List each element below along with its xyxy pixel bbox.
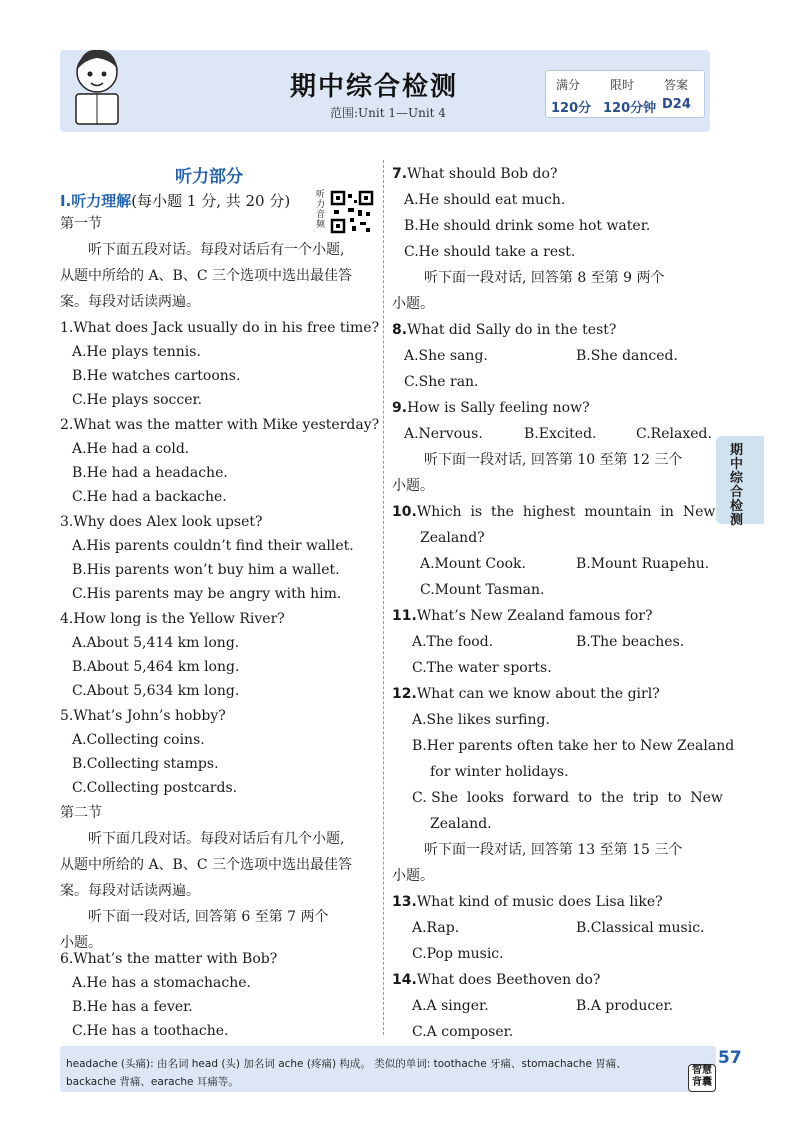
question-3: 3.Why does Alex look upset? <box>60 514 263 530</box>
option[interactable]: A.He should eat much. <box>404 192 566 208</box>
question-8 <box>392 320 616 340</box>
option[interactable]: B.He watches cartoons. <box>72 368 241 384</box>
option-cont: Zealand. <box>430 816 492 832</box>
question-10-cont: Zealand? <box>420 530 485 546</box>
instruction-8-9: 小题。 <box>392 296 434 312</box>
question-14 <box>392 970 600 990</box>
option[interactable]: B.Excited. <box>524 426 597 442</box>
question-text: What can we know about the girl? <box>416 686 660 702</box>
option[interactable]: C.Mount Tasman. <box>420 582 545 598</box>
option[interactable]: B.He had a headache. <box>72 465 228 481</box>
info-label-answer: 答案 <box>664 78 689 92</box>
section-2-instruction: 案。每段对话读两遍。 <box>60 883 200 899</box>
question-10 <box>392 502 715 522</box>
part-title-main: Ⅰ.听力理解 <box>60 192 132 210</box>
option[interactable]: B.His parents won’t buy him a wallet. <box>72 562 340 578</box>
option[interactable]: A.She likes surfing. <box>412 712 550 728</box>
page-title: 期中综合检测 <box>290 72 459 102</box>
question-4: 4.How long is the Yellow River? <box>60 611 285 627</box>
question-text: How is Sally feeling now? <box>407 400 590 416</box>
option[interactable]: B.A producer. <box>576 998 674 1014</box>
option[interactable]: B.About 5,464 km long. <box>72 659 240 675</box>
qr-code-icon[interactable] <box>330 190 374 234</box>
section-2-instruction: 听下面几段对话。每段对话后有几个小题, <box>88 831 345 847</box>
question-number: 12. <box>392 686 417 702</box>
option[interactable]: B.The beaches. <box>576 634 685 650</box>
option[interactable]: A.He had a cold. <box>72 441 190 457</box>
question-number: 8. <box>392 322 408 338</box>
page-number: 57 <box>718 1048 742 1068</box>
instruction-13-15: 小题。 <box>392 868 434 884</box>
instruction-13-15: 听下面一段对话, 回答第 13 至第 15 三个 <box>424 842 683 858</box>
section-2-instruction: 从题中所给的 A、B、C 三个选项中选出最佳答 <box>60 857 353 873</box>
option[interactable]: B.He should drink some hot water. <box>404 218 651 234</box>
info-label-score: 满分 <box>556 78 581 92</box>
option[interactable]: C.He had a backache. <box>72 489 227 505</box>
option[interactable]: A.Nervous. <box>404 426 483 442</box>
question-text: What does Beethoven do? <box>416 972 601 988</box>
option[interactable]: A.Rap. <box>412 920 460 936</box>
question-number: 10. <box>392 504 417 520</box>
footer-note-line: backache 背痛、earache 耳痛等。 <box>66 1076 239 1088</box>
info-label-time: 限时 <box>610 78 635 92</box>
question-text: Which is the highest mountain in New <box>416 504 716 520</box>
part-title-points: (每小题 1 分, 共 20 分) <box>131 192 291 210</box>
option[interactable]: A.A singer. <box>412 998 489 1014</box>
question-9 <box>392 398 590 418</box>
question-number: 7. <box>392 166 408 182</box>
option[interactable]: B.She danced. <box>576 348 678 364</box>
option[interactable]: A.The food. <box>412 634 494 650</box>
part-title <box>60 190 290 211</box>
question-text: What did Sally do in the test? <box>407 322 617 338</box>
question-number: 11. <box>392 608 417 624</box>
option[interactable]: A.He has a stomachache. <box>72 975 251 991</box>
section-2-label: 第二节 <box>60 805 102 821</box>
section-1-instruction: 从题中所给的 A、B、C 三个选项中选出最佳答 <box>60 268 353 284</box>
unit-range: 范围:Unit 1—Unit 4 <box>330 106 446 120</box>
option[interactable]: C.He has a toothache. <box>72 1023 229 1039</box>
question-1: 1.What does Jack usually do in his free time? <box>60 320 380 336</box>
option-cont: for winter holidays. <box>430 764 569 780</box>
info-value-score: 120分 <box>551 101 592 116</box>
option[interactable]: C.Collecting postcards. <box>72 780 238 796</box>
column-divider <box>383 160 384 1035</box>
section-1-instruction: 案。每段对话读两遍。 <box>60 294 200 310</box>
question-6: 6.What’s the matter with Bob? <box>60 951 278 967</box>
section-title: 听力部分 <box>175 167 243 187</box>
question-text: What should Bob do? <box>407 166 558 182</box>
question-5: 5.What’s John’s hobby? <box>60 708 226 724</box>
option[interactable]: C.His parents may be angry with him. <box>72 586 342 602</box>
option[interactable]: B.Her parents often take her to New Zealand <box>412 738 735 754</box>
option[interactable]: C.About 5,634 km long. <box>72 683 240 699</box>
mascot-illustration <box>62 42 132 134</box>
option[interactable]: B.Collecting stamps. <box>72 756 219 772</box>
option[interactable]: C.Pop music. <box>412 946 504 962</box>
question-7 <box>392 164 557 184</box>
option[interactable]: C.Relaxed. <box>636 426 712 442</box>
wisdom-badge-label: 智慧背囊 <box>692 1065 712 1088</box>
info-value-answer: D24 <box>662 97 691 112</box>
option[interactable]: C. She looks forward to the trip to New <box>412 790 723 806</box>
option[interactable]: A.About 5,414 km long. <box>72 635 240 651</box>
question-12 <box>392 684 660 704</box>
side-tab-label: 期中综合检测 <box>730 443 744 528</box>
instruction-10-12: 听下面一段对话, 回答第 10 至第 12 三个 <box>424 452 683 468</box>
question-number: 9. <box>392 400 408 416</box>
option[interactable]: C.He plays soccer. <box>72 392 203 408</box>
option[interactable]: A.He plays tennis. <box>72 344 201 360</box>
option[interactable]: C.The water sports. <box>412 660 552 676</box>
option[interactable]: B.He has a fever. <box>72 999 193 1015</box>
question-2: 2.What was the matter with Mike yesterday? <box>60 417 380 433</box>
section-1-label: 第一节 <box>60 216 102 232</box>
qr-label: 听力音频 <box>316 190 326 230</box>
option[interactable]: A.Mount Cook. <box>420 556 526 572</box>
info-value-time: 120分钟 <box>603 101 657 116</box>
section-2-instruction: 小题。 <box>60 935 102 951</box>
question-text: What’s New Zealand famous for? <box>416 608 653 624</box>
option[interactable]: B.Mount Ruapehu. <box>576 556 710 572</box>
option[interactable]: C.A composer. <box>412 1024 514 1040</box>
section-1-instruction: 听下面五段对话。每段对话后有一个小题, <box>88 242 345 258</box>
instruction-8-9: 听下面一段对话, 回答第 8 至第 9 两个 <box>424 270 665 286</box>
option[interactable]: A.She sang. <box>404 348 488 364</box>
instruction-10-12: 小题。 <box>392 478 434 494</box>
question-13 <box>392 892 663 912</box>
option[interactable]: B.Classical music. <box>576 920 705 936</box>
option[interactable]: C.She ran. <box>404 374 479 390</box>
question-11 <box>392 606 653 626</box>
option[interactable]: C.He should take a rest. <box>404 244 576 260</box>
question-number: 14. <box>392 972 417 988</box>
section-2-instruction: 听下面一段对话, 回答第 6 至第 7 两个 <box>88 909 329 925</box>
question-text: What kind of music does Lisa like? <box>416 894 663 910</box>
option[interactable]: A.His parents couldn’t find their wallet. <box>72 538 354 554</box>
question-number: 13. <box>392 894 417 910</box>
option[interactable]: A.Collecting coins. <box>72 732 205 748</box>
footer-note-line: headache (头痛): 由名词 head (头) 加名词 ache (疼痛) 构成。 类似的单词: toothache 牙痛、stomachache 胃痛、 <box>66 1058 627 1070</box>
